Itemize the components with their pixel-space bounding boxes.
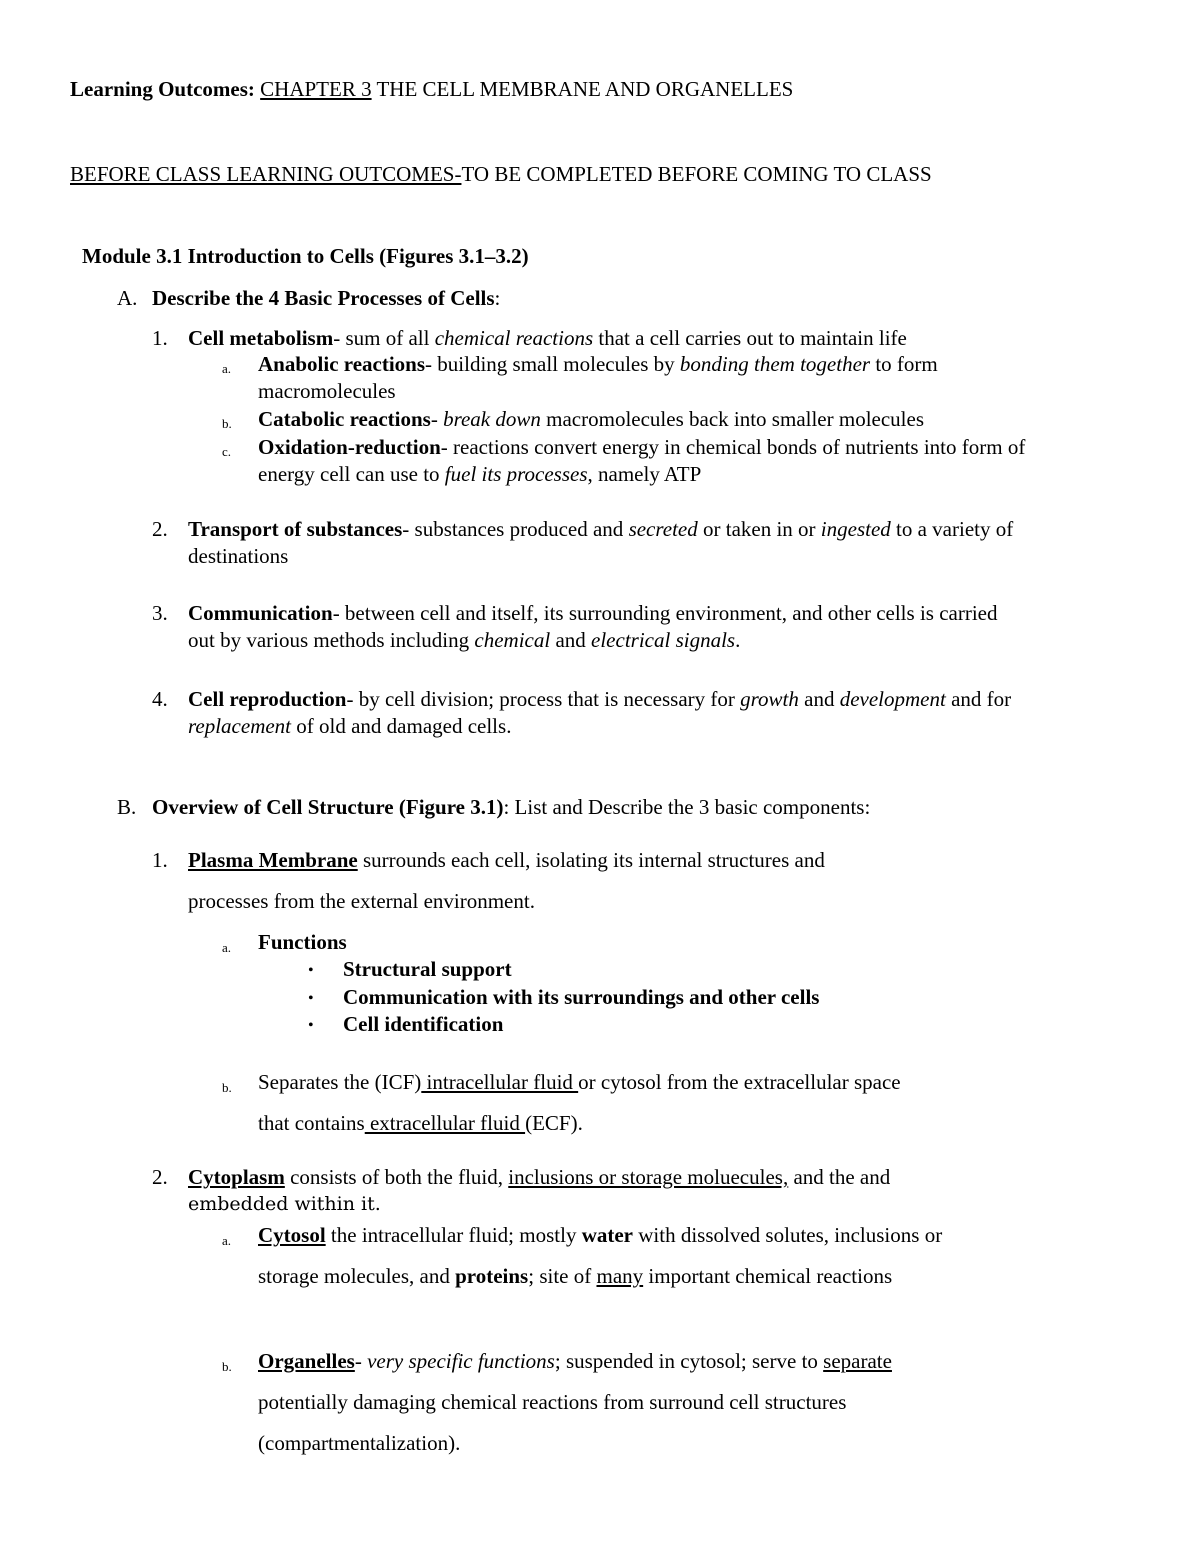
document-title: [70, 76, 793, 103]
text: surrounds each cell, isolating its internal structures and: [357, 848, 825, 872]
before-class-label: BEFORE CLASS LEARNING OUTCOMES-: [70, 162, 462, 186]
text: important chemical reactions: [643, 1264, 893, 1288]
bold-term: water: [581, 1223, 634, 1247]
cytoplasm-continuation: embedded within it.: [188, 1193, 381, 1215]
text: ; site of: [528, 1264, 597, 1288]
cytoplasm-line: [188, 1164, 890, 1191]
item-marker: 2.: [152, 1165, 168, 1189]
text: (ECF).: [525, 1111, 583, 1135]
reproduction-line: [188, 686, 1011, 713]
text: - substances produced and: [402, 517, 629, 541]
communication-line: [188, 600, 997, 627]
text: consists of both the fluid,: [284, 1165, 509, 1189]
text: - by cell division; process that is necessary for: [346, 687, 741, 711]
emphasis: replacement: [188, 714, 292, 738]
term: Cell reproduction: [188, 687, 347, 711]
reproduction-continuation: [188, 713, 511, 740]
transport-continuation: destinations: [188, 544, 289, 568]
term: Organelles: [258, 1349, 355, 1373]
organelles-continuation: (compartmentalization).: [258, 1431, 461, 1455]
function-item: Cell identification: [343, 1012, 504, 1036]
term: Anabolic reactions: [258, 352, 426, 376]
section-b-title: [152, 794, 870, 821]
plasma-membrane-continuation: processes from the external environment.: [188, 889, 535, 913]
text: with dissolved solutes, inclusions or: [633, 1223, 943, 1247]
anabolic-continuation: macromolecules: [258, 379, 396, 403]
section-b-marker: B.: [117, 795, 137, 819]
emphasis: very specific functions: [367, 1349, 555, 1373]
text: that a cell carries out to maintain life: [593, 326, 907, 350]
text: or taken in or: [697, 517, 821, 541]
cytosol-continuation: [258, 1263, 892, 1290]
underlined-term: extracellular fluid: [364, 1111, 526, 1135]
text: and for: [945, 687, 1012, 711]
term: Cell metabolism: [188, 326, 334, 350]
item-marker: 2.: [152, 517, 168, 541]
emphasis: chemical reactions: [434, 326, 594, 350]
function-item: Structural support: [343, 957, 512, 981]
item-marker: 1.: [152, 848, 168, 872]
bullet-icon: •: [308, 990, 314, 1007]
item-marker: 4.: [152, 687, 168, 711]
sub-marker: c.: [222, 444, 232, 459]
transport-line: [188, 516, 1013, 543]
sub-marker: a.: [222, 1233, 232, 1248]
catabolic-line: [258, 406, 924, 433]
before-class-note: TO BE COMPLETED BEFORE COMING TO CLASS: [461, 162, 932, 186]
text: energy cell can use to: [258, 462, 445, 486]
term: Communication: [188, 601, 333, 625]
chapter-title: THE CELL MEMBRANE AND ORGANELLES: [371, 77, 794, 101]
term: Cytoplasm: [188, 1165, 285, 1189]
function-item: Communication with its surroundings and other cells: [343, 985, 820, 1009]
section-b-heading: Overview of Cell Structure (Figure 3.1): [152, 795, 504, 819]
section-a-marker: A.: [117, 286, 138, 310]
term: Catabolic reactions: [258, 407, 431, 431]
emphasis: bonding them together: [679, 352, 871, 376]
text: and: [798, 687, 840, 711]
text: to a variety of: [890, 517, 1014, 541]
bullet-icon: •: [308, 962, 314, 979]
term: Transport of substances: [188, 517, 403, 541]
underlined-term: separate: [823, 1349, 892, 1373]
title-prefix: Learning Outcomes:: [70, 77, 261, 101]
text: macromolecules back into smaller molecules: [540, 407, 925, 431]
oxidation-continuation: [258, 461, 701, 488]
text: ; suspended in cytosol; serve to: [554, 1349, 824, 1373]
text: to form: [870, 352, 938, 376]
sub-marker: b.: [222, 1359, 232, 1374]
text: .: [735, 628, 741, 652]
text: -: [354, 1349, 368, 1373]
underlined-term: many: [596, 1264, 644, 1288]
chapter-label: CHAPTER 3: [260, 77, 372, 101]
item-marker: 1.: [152, 326, 168, 350]
text: storage molecules, and: [258, 1264, 456, 1288]
before-class-heading: [70, 161, 932, 188]
text: or cytosol from the extracellular space: [578, 1070, 901, 1094]
anabolic-line: [258, 351, 938, 378]
text: - building small molecules by: [425, 352, 680, 376]
term: Plasma Membrane: [188, 848, 358, 872]
module-title: Module 3.1 Introduction to Cells (Figures 3.1–3.2): [82, 244, 529, 268]
underlined-term: inclusions or storage moluecules,: [508, 1165, 789, 1189]
sub-marker: b.: [222, 1080, 232, 1095]
emphasis: secreted: [628, 517, 698, 541]
section-a-title: [152, 285, 500, 312]
emphasis: fuel its processes: [444, 462, 588, 486]
emphasis: growth: [740, 687, 799, 711]
bold-term: proteins: [455, 1264, 529, 1288]
plasma-membrane-line: [188, 847, 825, 874]
sub-marker: a.: [222, 940, 232, 955]
emphasis: break down: [443, 407, 541, 431]
section-b-rest: : List and Describe the 3 basic components:: [503, 795, 871, 819]
text: - reactions convert energy in chemical bonds of nutrients into form of: [440, 435, 1026, 459]
text: , namely ATP: [587, 462, 702, 486]
text: Separates the (ICF): [258, 1070, 422, 1094]
bullet-icon: •: [308, 1017, 314, 1034]
sub-marker: b.: [222, 416, 232, 431]
cytosol-line: [258, 1222, 942, 1249]
underlined-term: intracellular fluid: [421, 1070, 579, 1094]
text: - sum of all: [333, 326, 435, 350]
text: and: [550, 628, 592, 652]
section-a-heading: Describe the 4 Basic Processes of Cells: [152, 286, 495, 310]
emphasis: chemical: [474, 628, 551, 652]
item-marker: 3.: [152, 601, 168, 625]
organelles-line: [258, 1348, 892, 1375]
text: the intracellular fluid; mostly: [325, 1223, 582, 1247]
emphasis: development: [839, 687, 946, 711]
term: Oxidation-reduction: [258, 435, 441, 459]
term: Cytosol: [258, 1223, 326, 1247]
separates-continuation: [258, 1110, 583, 1137]
communication-continuation: [188, 627, 740, 654]
text: and the and: [788, 1165, 891, 1189]
text: of old and damaged cells.: [291, 714, 512, 738]
section-a-colon: :: [494, 286, 501, 310]
text: - between cell and itself, its surrounding environment, and other cells is carried: [332, 601, 998, 625]
functions-heading: Functions: [258, 930, 347, 954]
sub-marker: a.: [222, 361, 232, 376]
separates-line: [258, 1069, 901, 1096]
emphasis: ingested: [820, 517, 891, 541]
text: out by various methods including: [188, 628, 475, 652]
organelles-continuation: potentially damaging chemical reactions from surround cell structures: [258, 1390, 847, 1414]
text: -: [430, 407, 444, 431]
cell-metabolism-line: [188, 325, 907, 352]
oxidation-line: [258, 434, 1025, 461]
text: that contains: [258, 1111, 365, 1135]
emphasis: electrical signals: [591, 628, 736, 652]
